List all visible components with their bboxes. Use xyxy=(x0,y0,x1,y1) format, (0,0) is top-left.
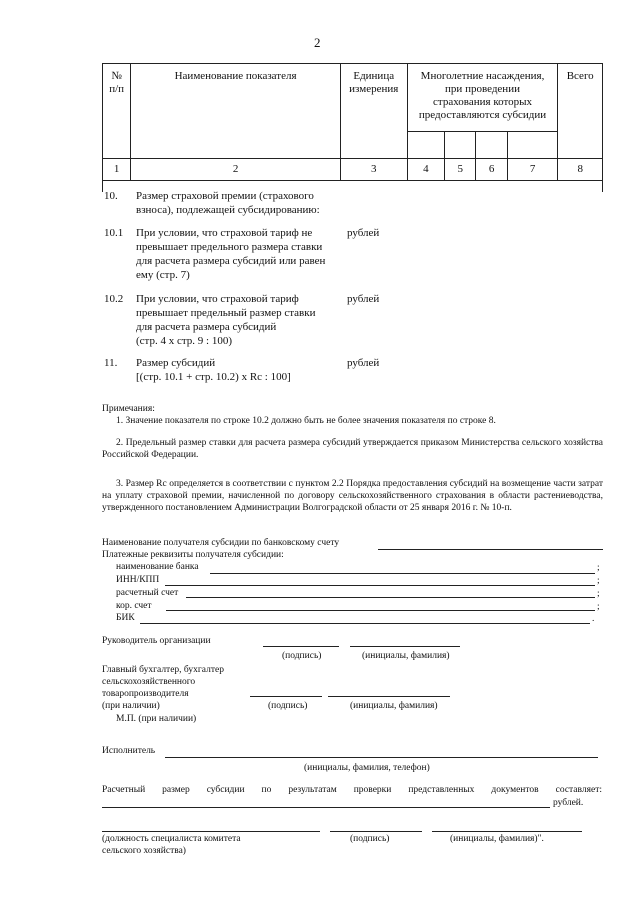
index-cell xyxy=(340,159,407,181)
inn-field[interactable] xyxy=(165,585,595,586)
account-field[interactable] xyxy=(186,597,595,598)
bank-name-label: наименование банка xyxy=(116,562,199,572)
subcol-3 xyxy=(476,132,507,159)
index-3: 3 xyxy=(370,163,377,175)
head-initials-caption: (инициалы, фамилия) xyxy=(362,651,450,661)
position-caption: (должность специалиста комитета сельского хозяйства) xyxy=(102,834,241,856)
executor-field[interactable] xyxy=(165,757,598,758)
index-cell xyxy=(558,159,603,181)
index-cell xyxy=(445,159,476,181)
final-sign-field[interactable] xyxy=(330,831,422,832)
header-unit: Единица измерения xyxy=(349,70,399,95)
corr-label: кор. счет xyxy=(116,601,152,611)
bik-end: . xyxy=(592,614,595,624)
inn-end: ; xyxy=(597,576,600,586)
row-text: Размер субсидий [(стр. 10.1 + стр. 10.2) х Rc : 100] xyxy=(136,357,291,383)
calc-field[interactable] xyxy=(102,807,550,808)
head-initials-field[interactable] xyxy=(350,646,460,647)
bank-name-field[interactable] xyxy=(210,573,595,574)
note-2: 2. Предельный размер ставки для расчета размера субсидий утверждается приказом Министерства сельского хозяйства Российской Федерации. xyxy=(102,438,603,460)
index-8: 8 xyxy=(577,163,583,175)
note-1: 1. Значение показателя по строке 10.2 должно быть не более значения показателя по строке 8. xyxy=(116,416,496,426)
accountant-sign-field[interactable] xyxy=(250,696,322,697)
final-sign-caption: (подпись) xyxy=(350,834,390,844)
index-1: 1 xyxy=(113,163,120,175)
executor-caption: (инициалы, фамилия, телефон) xyxy=(304,763,430,773)
table-left-border xyxy=(102,180,103,192)
index-cell xyxy=(476,159,507,181)
position-field[interactable] xyxy=(102,831,320,832)
index-4: 4 xyxy=(423,163,429,175)
subcol-4 xyxy=(507,132,558,159)
bik-label: БИК xyxy=(116,613,135,623)
indicator-table xyxy=(102,63,603,181)
accountant-initials-caption: (инициалы, фамилия) xyxy=(350,701,438,711)
table-right-border xyxy=(602,180,603,192)
index-cell xyxy=(507,159,558,181)
final-initials-field[interactable] xyxy=(432,831,582,832)
notes-title: Примечания: xyxy=(102,404,155,414)
accountant-initials-field[interactable] xyxy=(328,696,450,697)
header-total-cell xyxy=(558,64,603,159)
subcol-1 xyxy=(407,132,444,159)
index-cell xyxy=(103,159,131,181)
final-initials-caption: (инициалы, фамилия)". xyxy=(450,834,544,844)
corr-end: ; xyxy=(597,602,600,612)
header-unit-cell xyxy=(340,64,407,159)
row-num: 11. xyxy=(104,357,118,369)
executor-label: Исполнитель xyxy=(102,746,156,756)
accountant-sign-caption: (подпись) xyxy=(268,701,308,711)
stamp-label: М.П. (при наличии) xyxy=(116,714,197,724)
inn-label: ИНН/КПП xyxy=(116,575,160,585)
row-num: 10.1 xyxy=(104,227,124,239)
recipient-field[interactable] xyxy=(378,549,603,550)
row-text: Размер страховой премии (страхового взноса), подлежащей субсидированию: xyxy=(136,190,320,216)
index-7: 7 xyxy=(529,163,536,175)
row-num: 10. xyxy=(104,190,118,202)
note-3: 3. Размер Rc определяется в соответствии с пунктом 2.2 Порядка предоставления субсидий на возмещение части затрат на уплату страховой премии, начисленной по договору сельскохозяйственного страхования в области растениеводства, утвержденного постановлением Администрации Волгоградской области от 25 января 2016 г. № 10-п. xyxy=(102,479,603,513)
row-unit: рублей xyxy=(347,227,380,239)
head-sign-caption: (подпись) xyxy=(282,651,322,661)
recipient-label: Наименование получателя субсидии по банковскому счету xyxy=(102,538,340,548)
row-text: При условии, что страховой тариф превышает предельный размер ставки для расчета размера субсидий (стр. 4 х стр. 9 : 100) xyxy=(136,293,316,347)
bik-field[interactable] xyxy=(140,623,590,624)
index-6: 6 xyxy=(488,163,495,175)
rub-label: рублей. xyxy=(553,798,584,808)
subcol-2 xyxy=(445,132,476,159)
details-label: Платежные реквизиты получателя субсидии: xyxy=(102,550,284,560)
corr-field[interactable] xyxy=(166,610,595,611)
row-unit: рублей xyxy=(347,293,380,305)
header-total: Всего xyxy=(566,70,594,82)
head-sign-field[interactable] xyxy=(263,646,339,647)
header-group-cell xyxy=(407,64,558,132)
calc-text: Расчетный размер субсидии по результатам проверки представленных документов составляет: xyxy=(102,785,602,795)
head-label: Руководитель организации xyxy=(102,636,211,646)
row-unit: рублей xyxy=(347,357,380,369)
row-num: 10.2 xyxy=(104,293,124,305)
account-end: ; xyxy=(597,589,600,599)
account-label: расчетный счет xyxy=(116,588,179,598)
header-name: Наименование показателя xyxy=(174,70,297,82)
header-name-cell xyxy=(131,64,341,159)
row-text: При условии, что страховой тариф не превышает предельного размера ставки для расчета размера субсидий или равен ему (стр. 7) xyxy=(136,227,326,281)
header-num-cell xyxy=(103,64,131,159)
index-cell xyxy=(407,159,444,181)
index-2: 2 xyxy=(232,163,239,175)
bank-name-end: ; xyxy=(597,563,600,573)
calc-label xyxy=(102,784,602,796)
header-num: № п/п xyxy=(109,70,125,95)
header-group: Многолетние насаждения, при проведении страхования которых предоставляются субсидии xyxy=(418,70,547,121)
index-5: 5 xyxy=(457,163,463,175)
page-number: 2 xyxy=(314,35,321,50)
index-cell xyxy=(131,159,341,181)
accountant-label: Главный бухгалтер, бухгалтер сельскохозяйственного товаропроизводителя (при наличии) xyxy=(102,665,224,711)
